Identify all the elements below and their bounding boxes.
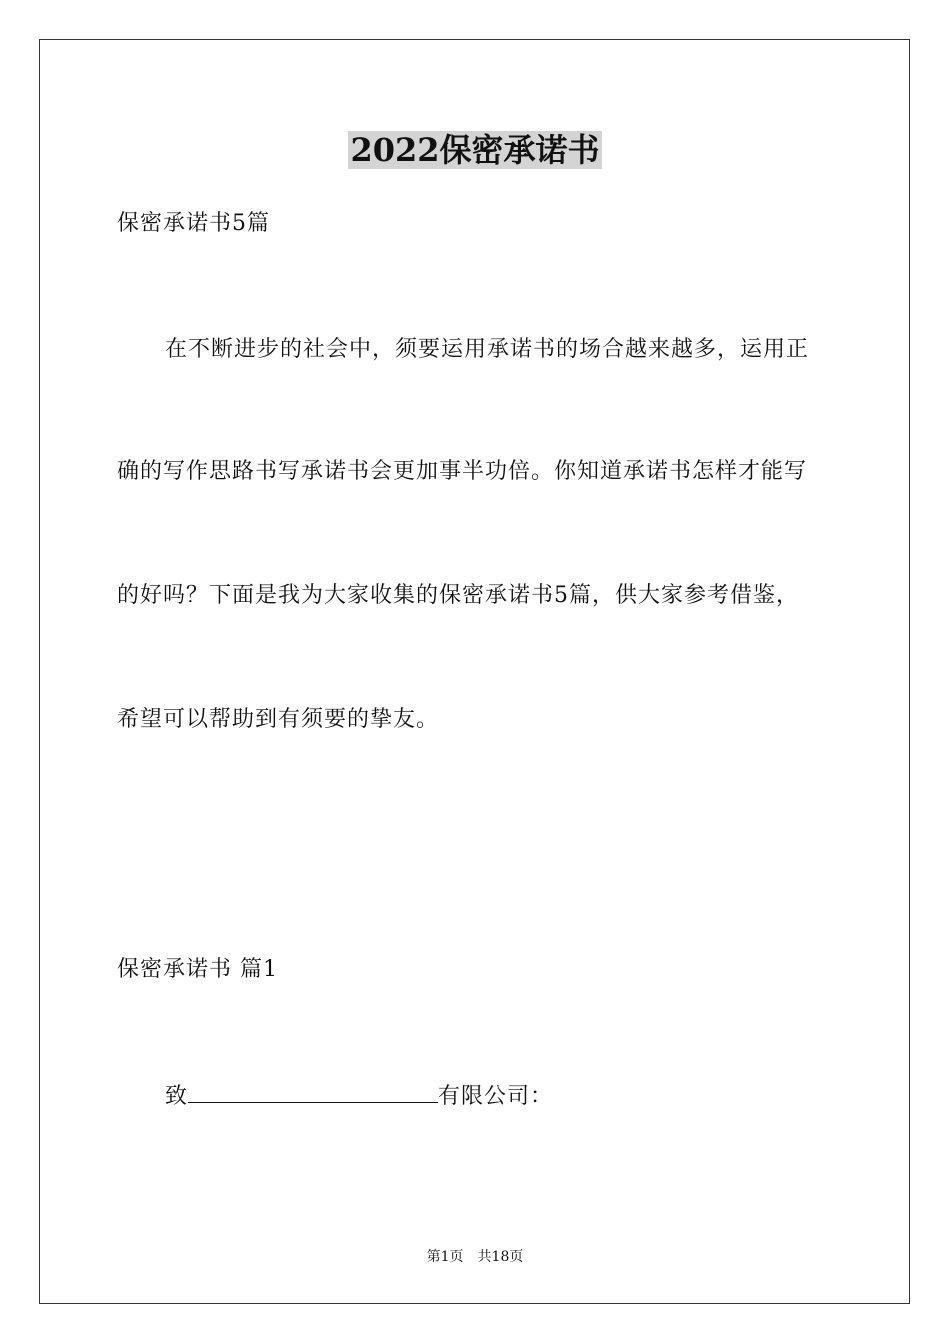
section-heading: 保密承诺书 篇1 <box>117 957 278 982</box>
company-name-blank <box>188 1080 438 1103</box>
salutation-prefix: 致 <box>165 1084 189 1109</box>
salutation-suffix: 有限公司： <box>438 1084 554 1109</box>
salutation-line <box>165 1080 553 1112</box>
paragraph-line-1: 在不断进步的社会中，须要运用承诺书的场合越来越多，运用正 <box>165 337 810 362</box>
document-subtitle: 保密承诺书5篇 <box>117 211 270 236</box>
document-title-text: 2022保密承诺书 <box>350 131 600 169</box>
page-footer: 第1页 共18页 <box>426 1249 524 1265</box>
paragraph-line-3: 的好吗？下面是我为大家收集的保密承诺书5篇，供大家参考借鉴， <box>117 583 799 608</box>
paragraph-line-2: 确的写作思路书写承诺书会更加事半功倍。你知道承诺书怎样才能写 <box>117 459 808 484</box>
document-title <box>0 128 950 172</box>
paragraph-line-4: 希望可以帮助到有须要的挚友。 <box>117 707 440 732</box>
